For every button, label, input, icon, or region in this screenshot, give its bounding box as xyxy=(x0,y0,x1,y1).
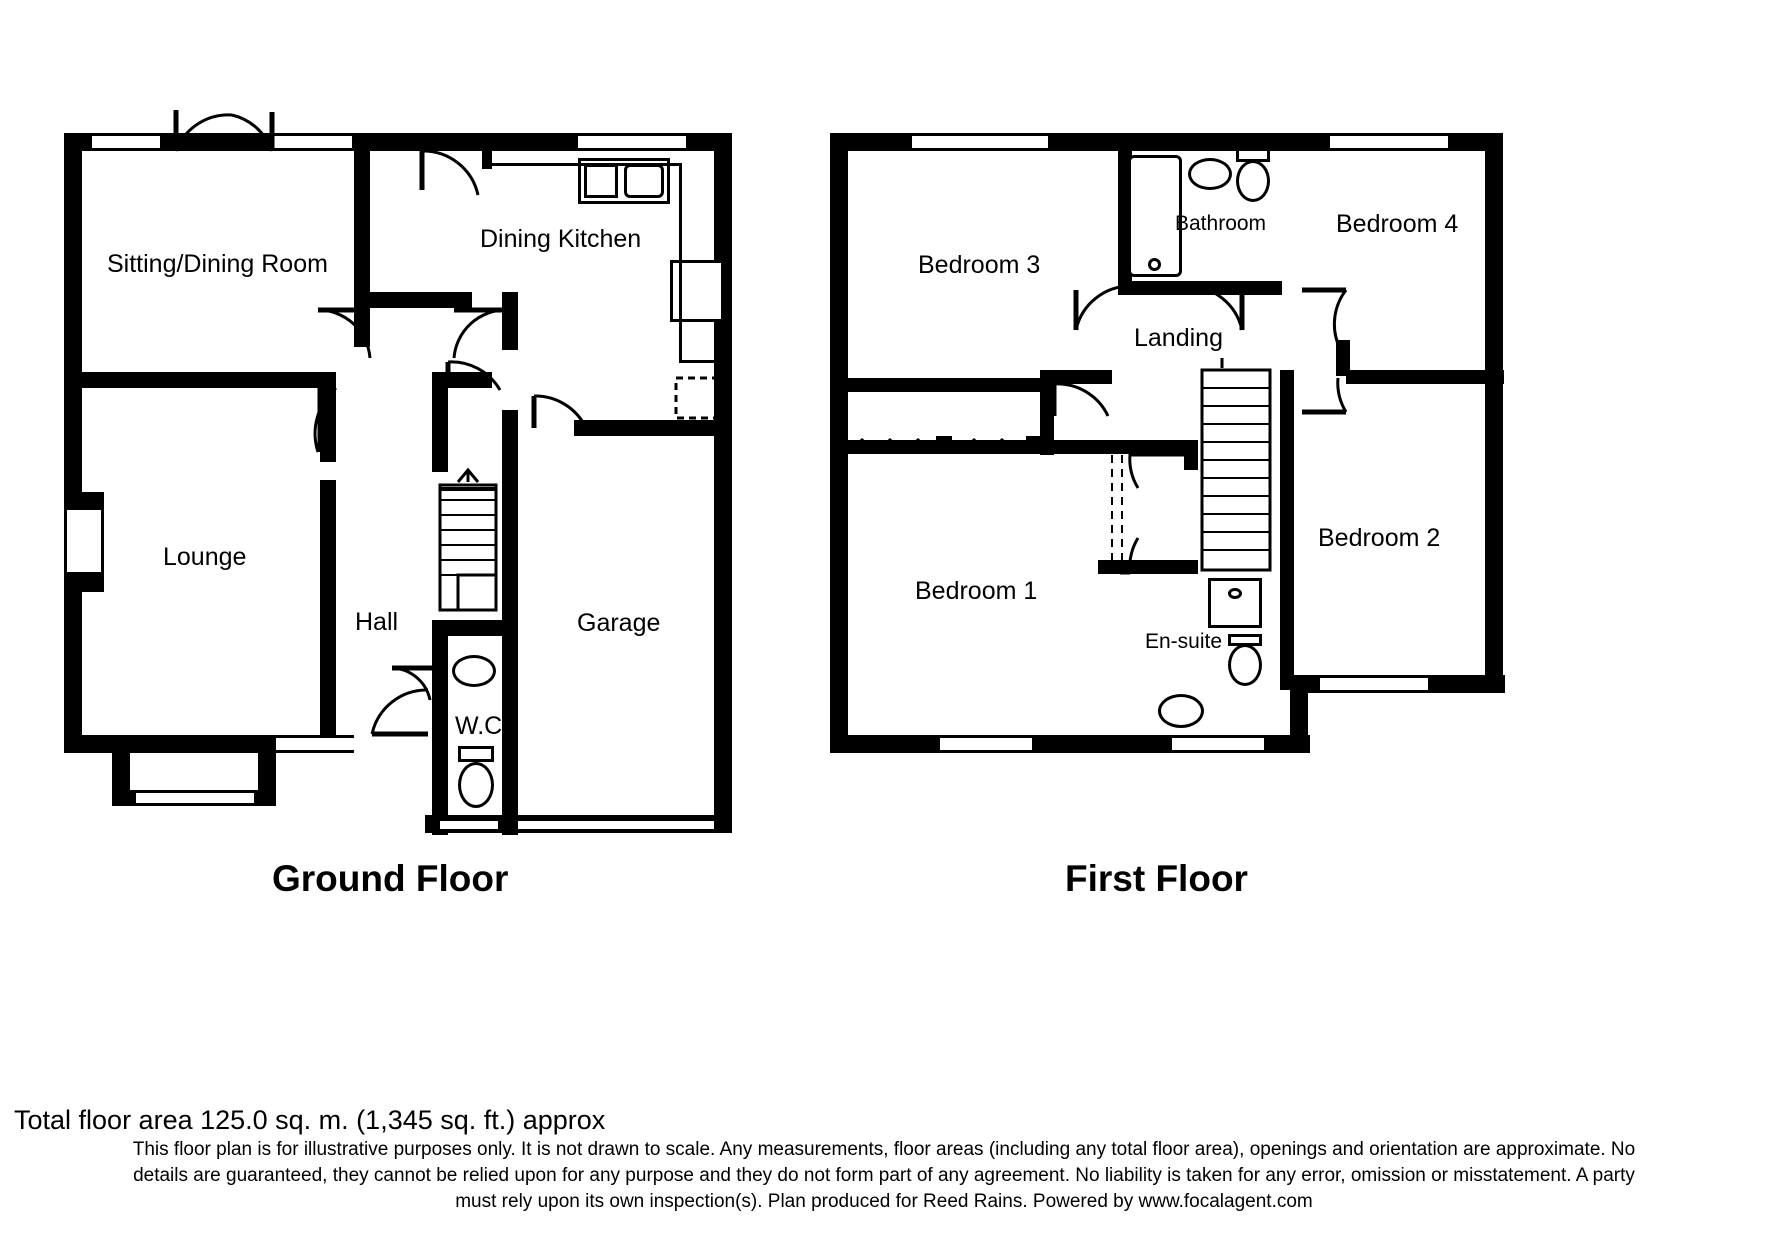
label-bedroom-3: Bedroom 3 xyxy=(918,251,1041,279)
footer xyxy=(14,1105,1754,1214)
label-bedroom-1: Bedroom 1 xyxy=(915,577,1038,605)
label-hall: Hall xyxy=(355,608,399,636)
label-bedroom-2: Bedroom 2 xyxy=(1318,524,1441,552)
disclaimer-line-2: details are guaranteed, they cannot be relied upon for any purpose and they do not form part of any agreement. No liability is taken for any error, omission or misstatement. A party xyxy=(133,1165,1635,1187)
wc-toilet-seat xyxy=(458,762,494,808)
label-garage: Garage xyxy=(577,609,661,637)
total-floor-area: Total floor area 125.0 sq. m. (1,345 sq. ft.) approx xyxy=(14,1105,606,1135)
label-landing: Landing xyxy=(1134,324,1223,352)
title-first-floor: First Floor xyxy=(1065,858,1248,899)
wc-toilet-cistern xyxy=(458,746,494,762)
disclaimer-line-1: This floor plan is for illustrative purposes only. It is not drawn to scale. Any measurements, floor areas (including any total floor area), openings and orientation are approximate. No xyxy=(132,1139,1636,1160)
first-floor-details xyxy=(790,0,1590,1000)
ground-floor-details xyxy=(0,0,880,1000)
label-bedroom-4: Bedroom 4 xyxy=(1336,210,1459,238)
label-bathroom: Bathroom xyxy=(1175,212,1267,235)
ground-floor-plan xyxy=(0,0,880,1000)
wc-basin xyxy=(452,655,496,687)
disclaimer-line-3: must rely upon its own inspection(s). Plan produced for Reed Rains. Powered by www.focalagent.com xyxy=(455,1191,1313,1213)
label-lounge: Lounge xyxy=(163,543,247,571)
label-dining-kitchen: Dining Kitchen xyxy=(480,225,642,253)
label-sitting-dining-room: Sitting/Dining Room xyxy=(107,250,328,278)
label-en-suite: En-suite xyxy=(1145,630,1223,653)
label-wc: W.C. xyxy=(455,712,510,740)
title-ground-floor: Ground Floor xyxy=(272,858,509,899)
first-floor-plan xyxy=(790,0,1590,1000)
